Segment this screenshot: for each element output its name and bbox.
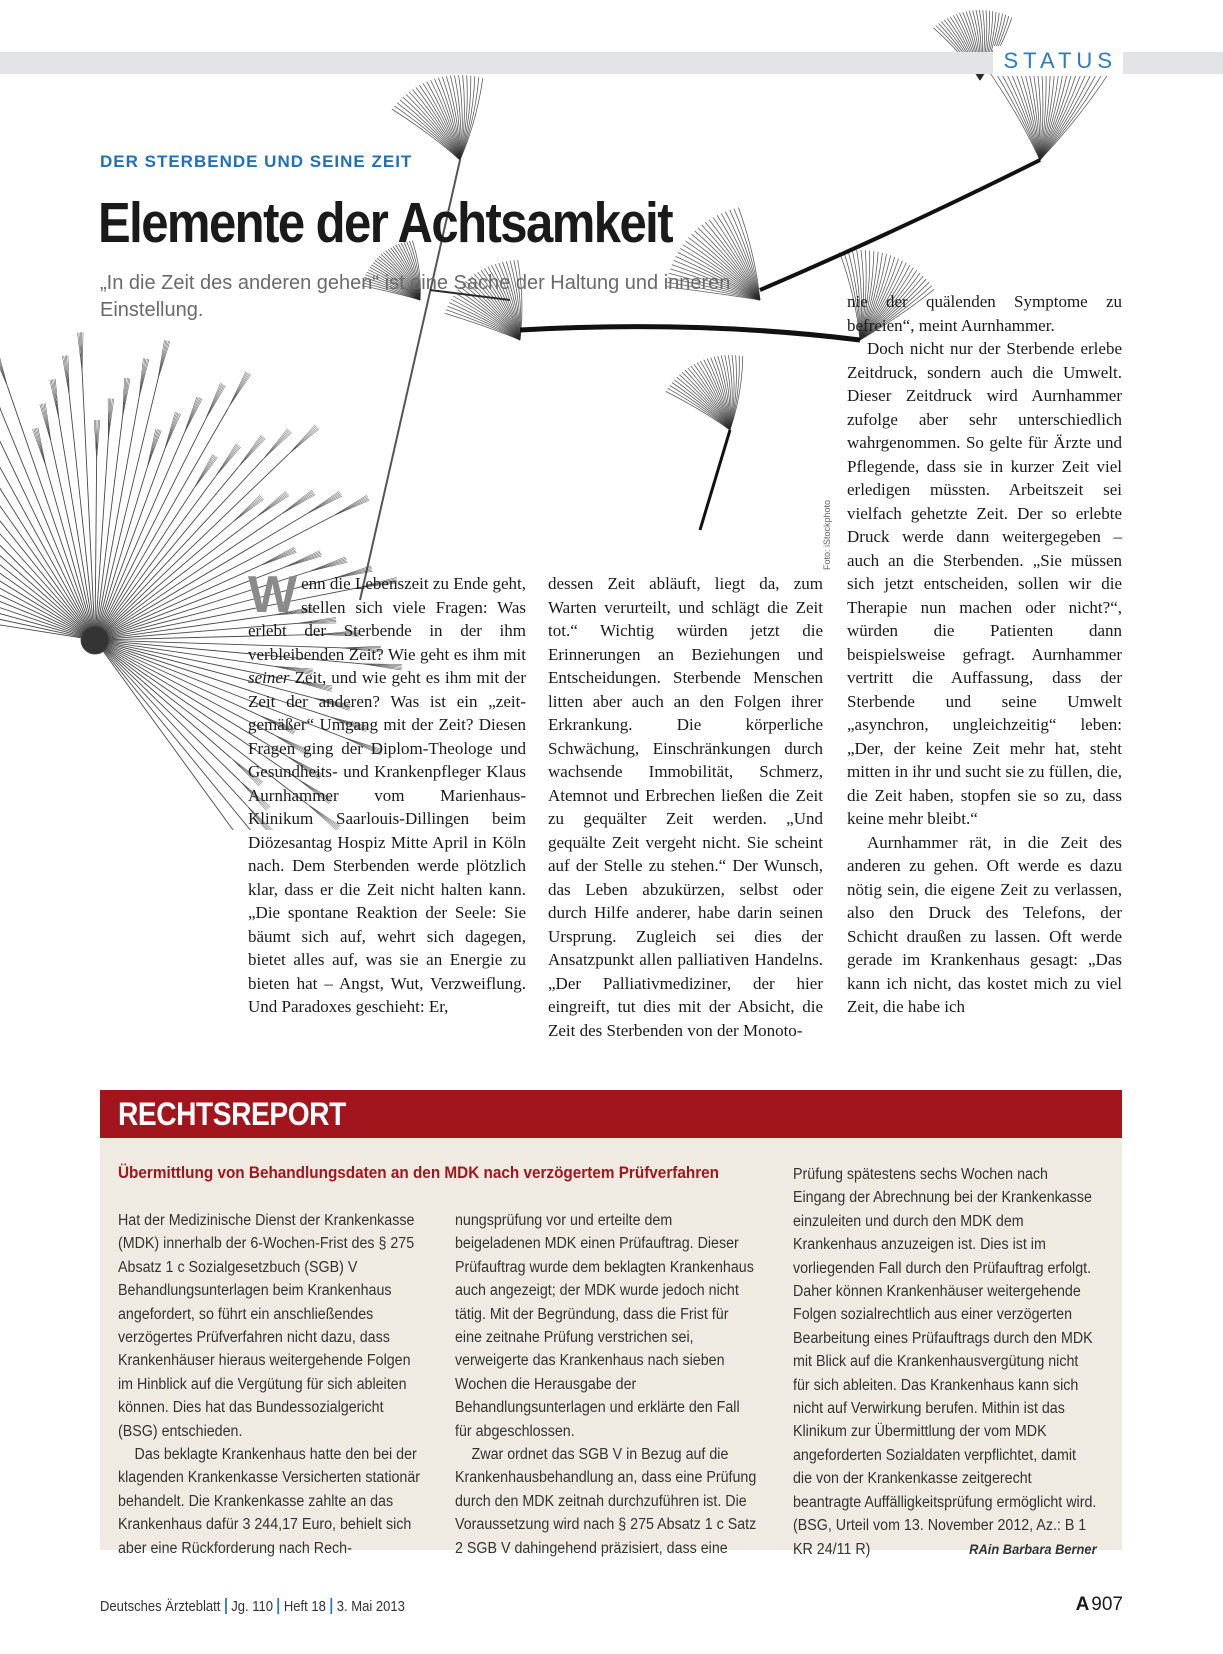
issue: Heft 18 xyxy=(283,1599,326,1615)
rechtsreport-subtitle: Übermittlung von Behandlungsdaten an den MDK nach verzögertem Prüfverfahren xyxy=(118,1163,720,1182)
journal-name: Deutsches Ärzteblatt xyxy=(100,1599,221,1615)
rechtsreport-column-2: nungsprüfung vor und erteilte dem beigeladenen MDK einen Prüfauftrag. Dieser Prüfauftrag wurde dem beklagten Krankenhaus auch angezeigt; der MDK wurde jedoch nicht tätig. Mit der Begründung, dass die Frist für eine zeitnahe Prüfung verstrichen sei, verweigerte das Krankenhaus nach sieben Wochen die Herausgabe der Behandlungsunterlagen und erklärte den Fall für abgeschlossen. Zwar ordnet das SGB V in Bezug auf die Krankenhausbehandlung an, dass eine Prüfung durch den MDK zeitnah durchzuführen ist. Die Voraussetzung wird nach § 275 Absatz 1 c Satz 2 SGB V dahingehend präzisiert, dass eine xyxy=(455,1212,757,1557)
citation: (BSG, Urteil vom 13. November 2012, Az.: B 1 KR 24/11 R) xyxy=(793,1517,1087,1558)
drop-cap: W xyxy=(248,566,298,624)
article-column-2: dessen Zeit abläuft, liegt da, zum Warten verurteilt, und schlägt die Zeit tot.“ Wichtig würden jetzt die Erinnerungen an Beziehungen und Entscheidungen. Sterbende Menschen litten aber auch an den Folgen ihrer Erkrankung. Die körperliche Schwächung, Einschränkungen durch wachsende Immobilität, Schmerz, Atemnot und Erbrechen ließen die Zeit zu gequälter Zeit werden. „Und gequälte Zeit vergeht nicht. Sie scheint auf der Stelle zu stehen.“ Der Wunsch, das Leben abzukürzen, selbst oder durch Hilfe anderer, habe darin seinen Ursprung. Zugleich sei dies der Ansatzpunkt allen palliativen Handelns. „Der Palliativmediziner, der hier eingreift, tut dies mit der Absicht, die Zeit des Sterbenden von der Monoto- xyxy=(548,574,823,1040)
article-kicker: DER STERBENDE UND SEINE ZEIT xyxy=(100,152,413,171)
section-label: STATUS xyxy=(993,46,1123,76)
date: 3. Mai 2013 xyxy=(336,1599,405,1615)
rechtsreport-title: RECHTSREPORT xyxy=(118,1096,346,1132)
volume: Jg. 110 xyxy=(231,1599,274,1615)
footer xyxy=(100,1598,405,1615)
rechtsreport-column-1: Hat der Medizinische Dienst der Krankenkasse (MDK) innerhalb der 6-Wochen-Frist des § 275 Absatz 1 c Sozialgesetzbuch (SGB) V Behandlungsunterlagen beim Krankenhaus angefordert, so führt ein anschließendes verzögertes Prüfverfahren nicht dazu, dass Krankenhäuser hieraus weitergehende Folgen im Hinblick auf die Vergütung für sich ableiten können. Dies hat das Bundessozialgericht (BSG) entschieden. Das beklagte Krankenhaus hatte den bei der klagenden Krankenkasse Versicherten stationär behandelt. Die Krankenkasse zahlte an das Krankenhaus dafür 3 244,17 Euro, behielt sich aber eine Rückforderung nach Rech- xyxy=(118,1212,421,1557)
article-column-3: nie der quälenden Symptome zu befreien“, meint Aurnhammer. Doch nicht nur der Sterbende erlebe Zeitdruck, sondern auch die Umwelt. Dieser Zeitdruck wird Aurnhammer zufolge aber sehr unterschiedlich wahrgenommen. So gelte für Ärzte und Pflegende, dass sie in kurzer Zeit viel erledigen müssten. Arbeitszeit sei vielfach gehetzte Zeit. Der so erlebte Druck werde dann weitergegeben – auch an die Sterbenden. „Sie müssen sich jetzt entscheiden, sollen wir die Therapie nun machen oder nicht?“, würden die Patienten dann beispielsweise gefragt. Aurnhammer vertritt die Auffassung, dass der Sterbende und seine Umwelt „asynchron, ungleichzeitig“ leben: „Der, der keine Zeit mehr hat, steht mitten in ihr und sucht sie zu füllen, die, die Zeit haben, stopfen sie so zu, dass keine mehr bleibt.“ Aurnhammer rät, in die Zeit des anderen zu gehen. Oft werde es dazu nötig sein, die eigene Zeit zu verlassen, also den Druck des Telefons, der Schicht draußen zu lassen. Oft werde gerade im Krankenhaus gesagt: „Das kann ich nicht, das kostet mich zu viel Zeit, die habe ich xyxy=(847,292,1122,1016)
article-title: Elemente der Achtsamkeit xyxy=(98,191,673,255)
photo-credit: Foto: iStockphoto xyxy=(822,499,833,571)
article-standfirst: „In die Zeit des anderen gehen“ ist eine Sache der Haltung und inneren Einstellung. xyxy=(100,272,731,321)
author: RAin Barbara Berner xyxy=(969,1540,1097,1557)
page-number: A 907 xyxy=(1075,1594,1123,1615)
rechtsreport-column-3: Prüfung spätestens sechs Wochen nach Eingang der Abrechnung bei der Krankenkasse einzuleiten und durch den MDK dem Krankenhaus anzuzeigen ist. Dies ist im vorliegenden Fall durch den Prüfauftrag erfolgt. Daher können Krankenhäuser weitergehende Folgen sozialrechtlich aus einer verzögerten Bearbeitung eines Prüfauftrags durch den MDK mit Blick auf die Krankenhausvergütung nicht für sich ableiten. Das Krankenhaus kann sich nicht auf Verwirkung berufen. Mithin ist das Klinikum zur Übermittlung der vom MDK angeforderten Sozialdaten verpflichtet, damit die von der Krankenkasse zeitgerecht beantragte Auffälligkeitsprüfung ermöglicht wird. (BSG, Urteil vom 13. November 2012, Az.: B 1 KR 24/11 R) RAin Barbara Berner xyxy=(793,1163,1097,1561)
article-column-1: Wenn die Lebenszeit zu Ende geht, stellen sich viele Fragen: Was erlebt der Sterbende in der ihm verbleibenden Zeit? Wie geht es ihm mit seiner Zeit, und wie geht es ihm mit der Zeit der anderen? Was ist ein „zeit-gemäßer“ Umgang mit der Zeit? Diesen Fragen ging der Diplom-Theologe und Gesundheits- und Krankenpfleger Klaus Aurnhammer vom Marienhaus-Klinikum Saarlouis-Dillingen beim Diözesantag Hospiz Mitte April in Köln nach. Dem Sterbenden werde plötzlich klar, dass er die Zeit nicht halten kann. „Die spontane Reaktion der Seele: Sie bäumt sich auf, wehrt sich dagegen, bietet alles auf, was sie an Energie zu bieten hat – Angst, Wut, Verzweiflung. Und Paradoxes geschieht: Er, xyxy=(248,566,526,1016)
